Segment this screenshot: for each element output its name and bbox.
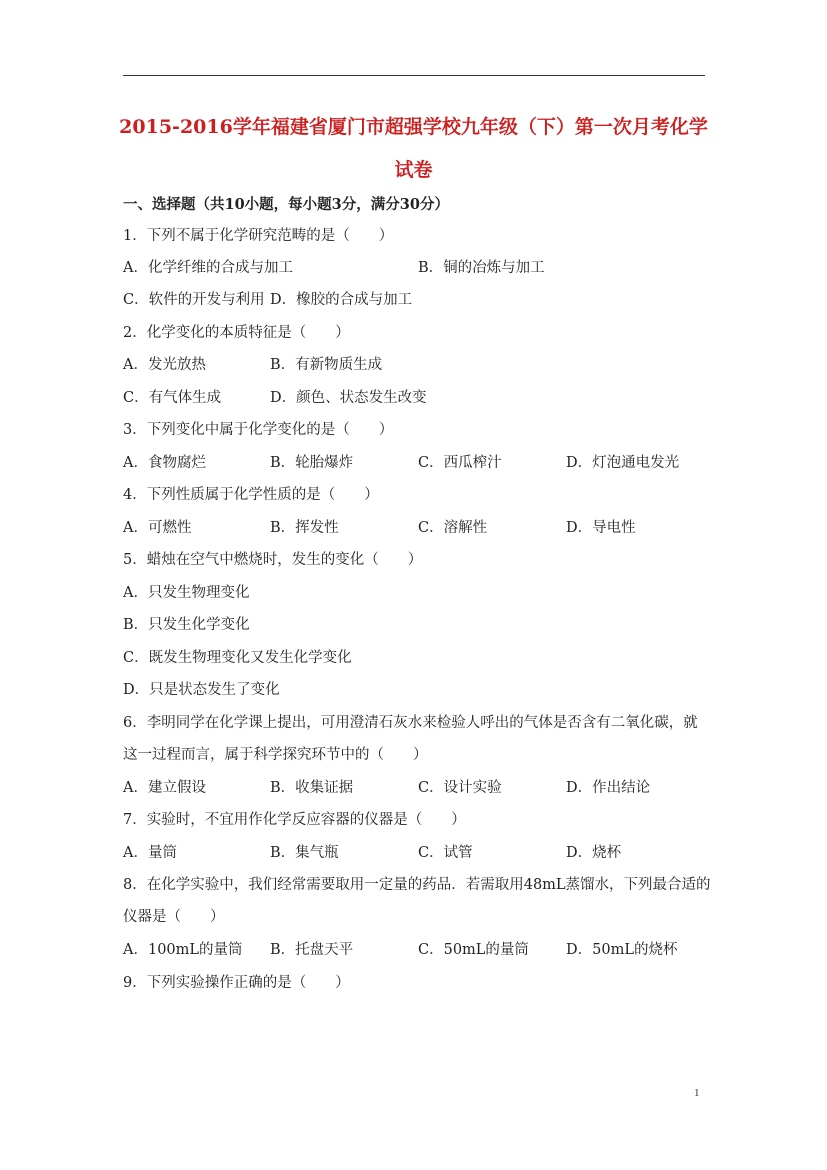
question-4-option-d: D．导电性 <box>566 520 636 536</box>
question-8-option-d: D．50mL的烧杯 <box>566 942 678 958</box>
question-6-stem-continued: 这一过程而言，属于科学探究环节中的（ ） <box>123 747 428 763</box>
question-7-stem: 7．实验时，不宜用作化学反应容器的仪器是（ ） <box>123 812 466 828</box>
question-1-stem: 1．下列不属于化学研究范畴的是（ ） <box>123 228 394 244</box>
question-8-option-b: B．托盘天平 <box>270 942 354 958</box>
question-2-option-c: C．有气体生成 <box>123 390 222 406</box>
page-number: 1 <box>694 1087 700 1099</box>
question-7-option-d: D．烧杯 <box>566 845 622 861</box>
question-9-stem: 9．下列实验操作正确的是（ ） <box>123 975 350 991</box>
question-5-option-a: A．只发生物理变化 <box>123 585 250 601</box>
question-7-option-c: C．试管 <box>418 845 473 861</box>
question-5-option-c: C．既发生物理变化又发生化学变化 <box>123 650 352 666</box>
question-1-option-c: C．软件的开发与利用 <box>123 292 265 308</box>
section-heading: 一、选择题（共10小题，每小题3分，满分30分） <box>123 196 449 213</box>
question-4-option-a: A．可燃性 <box>123 520 192 536</box>
question-6-option-b: B．收集证据 <box>270 780 354 796</box>
question-2-option-a: A．发光放热 <box>123 357 206 373</box>
question-4-option-b: B．挥发性 <box>270 520 339 536</box>
question-8-option-a: A．100mL的量筒 <box>123 942 243 958</box>
header-rule <box>123 75 705 76</box>
question-3-option-d: D．灯泡通电发光 <box>566 455 680 471</box>
question-8-option-c: C．50mL的量筒 <box>418 942 529 958</box>
question-4-option-c: C．溶解性 <box>418 520 488 536</box>
page-title-continued: 试卷 <box>394 159 433 181</box>
question-8-stem: 8．在化学实验中，我们经常需要取用一定量的药品．若需取用48mL蒸馏水，下列最合适的 <box>123 877 711 893</box>
question-5-stem: 5．蜡烛在空气中燃烧时，发生的变化（ ） <box>123 552 423 568</box>
question-8-stem-continued: 仪器是（ ） <box>123 909 225 925</box>
question-7-option-b: B．集气瓶 <box>270 845 339 861</box>
question-2-stem: 2．化学变化的本质特征是（ ） <box>123 325 350 341</box>
question-3-option-c: C．西瓜榨汁 <box>418 455 502 471</box>
question-6-option-c: C．设计实验 <box>418 780 502 796</box>
question-4-stem: 4．下列性质属于化学性质的是（ ） <box>123 487 379 503</box>
question-7-option-a: A．量筒 <box>123 845 177 861</box>
question-5-option-d: D．只是状态发生了变化 <box>123 682 280 698</box>
question-2-option-b: B．有新物质生成 <box>270 357 383 373</box>
question-3-option-a: A．食物腐烂 <box>123 455 206 471</box>
question-6-option-d: D．作出结论 <box>566 780 651 796</box>
question-1-option-b: B．铜的冶炼与加工 <box>418 260 545 276</box>
question-6-stem: 6．李明同学在化学课上提出，可用澄清石灰水来检验人呼出的气体是否含有二氧化碳，就 <box>123 715 698 731</box>
question-3-stem: 3．下列变化中属于化学变化的是（ ） <box>123 422 394 438</box>
question-5-option-b: B．只发生化学变化 <box>123 617 250 633</box>
page-title: 2015-2016学年福建省厦门市超强学校九年级（下）第一次月考化学 <box>119 116 708 138</box>
question-3-option-b: B．轮胎爆炸 <box>270 455 354 471</box>
question-1-option-a: A．化学纤维的合成与加工 <box>123 260 293 276</box>
question-1-option-d: D．橡胶的合成与加工 <box>270 292 413 308</box>
question-2-option-d: D．颜色、状态发生改变 <box>270 390 427 406</box>
question-6-option-a: A．建立假设 <box>123 780 206 796</box>
